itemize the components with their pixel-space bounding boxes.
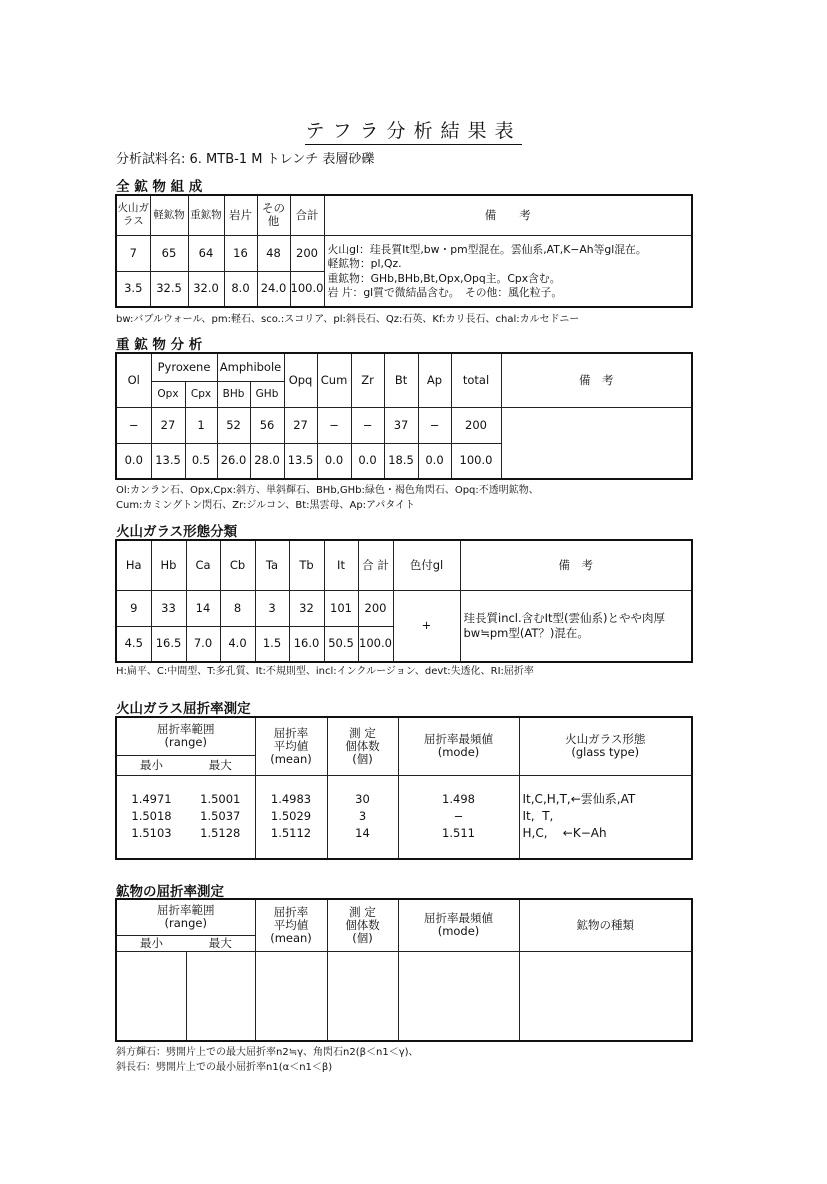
count-column [327, 775, 398, 859]
header-mode-label: 屈折率最頻値 [424, 732, 493, 747]
header-cpx: Cpx [185, 381, 217, 407]
header-light-minerals: 軽鉱物 [150, 195, 188, 235]
cell: 3.5 [116, 271, 150, 307]
header-ghb: GHb [250, 381, 284, 407]
header-volcanic-glass: 火山ガラス [116, 195, 150, 235]
cell: 48 [257, 235, 290, 271]
cell: 100.0 [358, 626, 393, 662]
remark-line: 重鉱物：GHb,BHb,Bt,Opx,Opq主。Cpx含む。 [327, 271, 561, 285]
remark-line: 岩 片：gl質で微結晶含む。 その他：風化粒子。 [327, 286, 563, 299]
cell: 200 [358, 590, 393, 626]
header-opx: Opx [151, 381, 185, 407]
header-remarks: 備 考 [460, 540, 692, 590]
header-ol: Ol [116, 353, 151, 407]
cell: 64 [188, 235, 224, 271]
cell: 4.0 [220, 626, 255, 662]
header-mean-label: 屈折率 [273, 904, 309, 919]
header-range-label: 屈折率範囲 [157, 722, 215, 737]
cell: 1.5103 [131, 826, 172, 841]
cell: 32.5 [150, 271, 188, 307]
header-count [327, 717, 398, 775]
cell: 56 [250, 407, 284, 443]
cell: 4.5 [116, 626, 151, 662]
section-heading-heavy-minerals: 重 鉱 物 分 析 [116, 337, 203, 353]
abbreviation-note: Ol:カンラン石、Opx,Cpx:斜方、単斜輝石、BHb,GHb:緑色・褐色角閃石、Opq:不透明鉱物、 [116, 485, 539, 496]
header-mineral-kind: 鉱物の種類 [519, 899, 692, 951]
header-opq: Opq [284, 353, 317, 407]
header-count-label2: 個体数 [345, 917, 380, 932]
cell: 1.5001 [200, 792, 241, 807]
cell: 3 [255, 590, 289, 626]
header-bt: Bt [384, 353, 418, 407]
cell: 1.5112 [270, 826, 312, 841]
header-mean-label2: 平均値 [273, 917, 309, 932]
header-count-label2: 個体数 [345, 738, 380, 753]
cell: 30 [355, 792, 370, 807]
header-min: 最小 [116, 755, 186, 775]
cell: 16 [224, 235, 257, 271]
header-ca: Ca [186, 540, 220, 590]
cell: 50.5 [324, 626, 358, 662]
empty-cell [327, 951, 398, 1041]
mineral-ri-table [115, 898, 693, 1042]
cell: 1 [185, 407, 217, 443]
mineral-composition-table [115, 194, 693, 308]
cell: It,C,H,T,←雲仙系,AT [522, 792, 636, 807]
glass-type-column [519, 775, 692, 859]
cell: 9 [116, 590, 151, 626]
cell: 100.0 [290, 271, 324, 307]
header-cb: Cb [220, 540, 255, 590]
header-min: 最小 [116, 935, 186, 951]
cell: 16.0 [289, 626, 324, 662]
cell: 101 [324, 590, 358, 626]
cell: 27 [151, 407, 185, 443]
abbreviation-note: H:扁平、C:中間型、T:多孔質、It:不規則型、incl:インクルージョン、devt:失透化、RI:屈折率 [116, 666, 534, 677]
section-heading-glass-morphology: 火山ガラス形態分類 [116, 524, 238, 540]
header-mean [255, 717, 327, 775]
cell: 1.5029 [270, 809, 312, 824]
cell: 18.5 [384, 443, 418, 479]
cell: 52 [217, 407, 250, 443]
header-mean-label2: 平均値 [273, 738, 309, 753]
header-mode-sub: (mode) [437, 745, 480, 760]
cell: 7 [116, 235, 150, 271]
empty-cell [186, 951, 255, 1041]
cell: 27 [284, 407, 317, 443]
header-ha: Ha [116, 540, 151, 590]
cell: 0.5 [185, 443, 217, 479]
header-hb: Hb [151, 540, 186, 590]
header-ta: Ta [255, 540, 289, 590]
header-range [116, 899, 255, 935]
header-amphibole: Amphibole [217, 353, 284, 381]
cell: 200 [290, 235, 324, 271]
header-count-sub: (個) [352, 930, 373, 945]
min-column [116, 775, 186, 859]
remark-line: 軽鉱物：pl,Qz. [327, 257, 402, 270]
colored-glass-cell: + [393, 590, 460, 662]
header-range-sub: (range) [164, 735, 207, 750]
abbreviation-note: Cum:カミングトン閃石、Zr:ジルコン、Bt:黒雲母、Ap:アパタイト [116, 500, 416, 511]
cell: 1.5037 [200, 809, 241, 824]
header-glass-type-label: 火山ガラス形態 [565, 732, 646, 747]
section-heading-mineral-composition: 全 鉱 物 組 成 [116, 179, 203, 195]
cell: 33 [151, 590, 186, 626]
cell: 1.4983 [270, 792, 312, 807]
cell: H,C, ←K−Ah [522, 826, 607, 841]
cell: 1.5128 [200, 826, 241, 841]
header-mode-label: 屈折率最頻値 [424, 911, 493, 926]
cell: 7.0 [186, 626, 220, 662]
header-glass-type [519, 717, 692, 775]
header-mean-sub: (mean) [270, 930, 312, 945]
cell: 0.0 [418, 443, 451, 479]
header-count-label: 測 定 [349, 725, 376, 740]
cell: 3 [358, 809, 367, 824]
empty-cell [255, 951, 327, 1041]
header-total: 合計 [290, 195, 324, 235]
section-heading-glass-ri: 火山ガラス屈折率測定 [116, 701, 251, 717]
glass-morphology-table [115, 539, 693, 663]
header-mean [255, 899, 327, 951]
cell: 8.0 [224, 271, 257, 307]
empty-cell [519, 951, 692, 1041]
footnote: 斜長石：劈開片上での最小屈折率n1(α＜n1＜β) [116, 1062, 333, 1073]
header-bhb: BHb [217, 381, 250, 407]
header-ap: Ap [418, 353, 451, 407]
cell: 1.511 [442, 826, 475, 841]
header-count-sub: (個) [352, 751, 373, 766]
cell: 14 [186, 590, 220, 626]
cell: 1.5018 [131, 809, 172, 824]
max-column [186, 775, 255, 859]
cell: 1.4971 [131, 792, 172, 807]
cell: 24.0 [257, 271, 290, 307]
header-mode [398, 717, 519, 775]
header-range [116, 717, 255, 755]
header-it: It [324, 540, 358, 590]
cell: − [453, 809, 464, 824]
mean-column [255, 775, 327, 859]
mode-column [398, 775, 519, 859]
cell: − [317, 407, 351, 443]
header-heavy-minerals: 重鉱物 [188, 195, 224, 235]
header-max: 最大 [186, 755, 255, 775]
sample-name: 分析試料名: 6. MTB-1 M トレンチ 表層砂礫 [116, 152, 375, 167]
header-range-sub: (range) [164, 916, 207, 931]
header-max: 最大 [186, 935, 255, 951]
footnote: 斜方輝石：劈開片上での最大屈折率n2≒γ、角閃石n2(β＜n1＜γ)、 [116, 1047, 419, 1058]
cell: 32.0 [188, 271, 224, 307]
cell: 200 [451, 407, 501, 443]
header-colored-glass: 色付gl [393, 540, 460, 590]
cell: − [116, 407, 151, 443]
cell: 13.5 [151, 443, 185, 479]
cell: 65 [150, 235, 188, 271]
section-heading-mineral-ri: 鉱物の屈折率測定 [116, 884, 224, 900]
header-pyroxene: Pyroxene [151, 353, 217, 381]
cell: 100.0 [451, 443, 501, 479]
header-count-label: 測 定 [349, 904, 376, 919]
header-tb: Tb [289, 540, 324, 590]
header-mode-sub: (mode) [437, 924, 480, 939]
empty-cell [398, 951, 519, 1041]
header-remarks: 備 考 [324, 195, 692, 235]
cell: 32 [289, 590, 324, 626]
glass-ri-table [115, 716, 693, 860]
cell: 1.5 [255, 626, 289, 662]
page-title: テフラ分析結果表 [0, 116, 827, 143]
cell: It, T, [522, 809, 554, 824]
remarks-cell: 珪長質incl.含むIt型(雲仙系)とやや肉厚bw≒pm型(AT？)混在。 [460, 590, 692, 662]
header-remarks: 備 考 [501, 353, 692, 407]
remarks-cell [324, 235, 692, 307]
cell: 0.0 [116, 443, 151, 479]
header-zr: Zr [351, 353, 384, 407]
header-rock-fragments: 岩片 [224, 195, 257, 235]
cell: − [418, 407, 451, 443]
header-total: 合 計 [358, 540, 393, 590]
cell: 16.5 [151, 626, 186, 662]
header-total: total [451, 353, 501, 407]
cell: 28.0 [250, 443, 284, 479]
cell: 8 [220, 590, 255, 626]
abbreviation-note: bw:バブルウォール、pm:軽石、sco.:スコリア、pl:斜長石、Qz:石英、Kf:カリ長石、chal:カルセドニー [116, 314, 580, 325]
cell: 0.0 [351, 443, 384, 479]
cell: 14 [355, 826, 370, 841]
remarks-cell [501, 407, 692, 479]
cell: 26.0 [217, 443, 250, 479]
cell: 0.0 [317, 443, 351, 479]
empty-cell [116, 951, 186, 1041]
header-mean-sub: (mean) [270, 751, 312, 766]
header-mean-label: 屈折率 [273, 725, 309, 740]
cell: 1.498 [442, 792, 475, 807]
cell: 37 [384, 407, 418, 443]
header-range-label: 屈折率範囲 [157, 903, 215, 918]
header-other: その他 [257, 195, 290, 235]
header-count [327, 899, 398, 951]
header-cum: Cum [317, 353, 351, 407]
remark-line: 火山gl：珪長質It型,bw・pm型混在。雲仙系,AT,K−Ah等gl混在。 [327, 242, 647, 256]
header-glass-type-sub: (glass type) [571, 745, 640, 760]
heavy-mineral-table [115, 352, 693, 480]
header-mode [398, 899, 519, 951]
cell: − [351, 407, 384, 443]
cell: 13.5 [284, 443, 317, 479]
